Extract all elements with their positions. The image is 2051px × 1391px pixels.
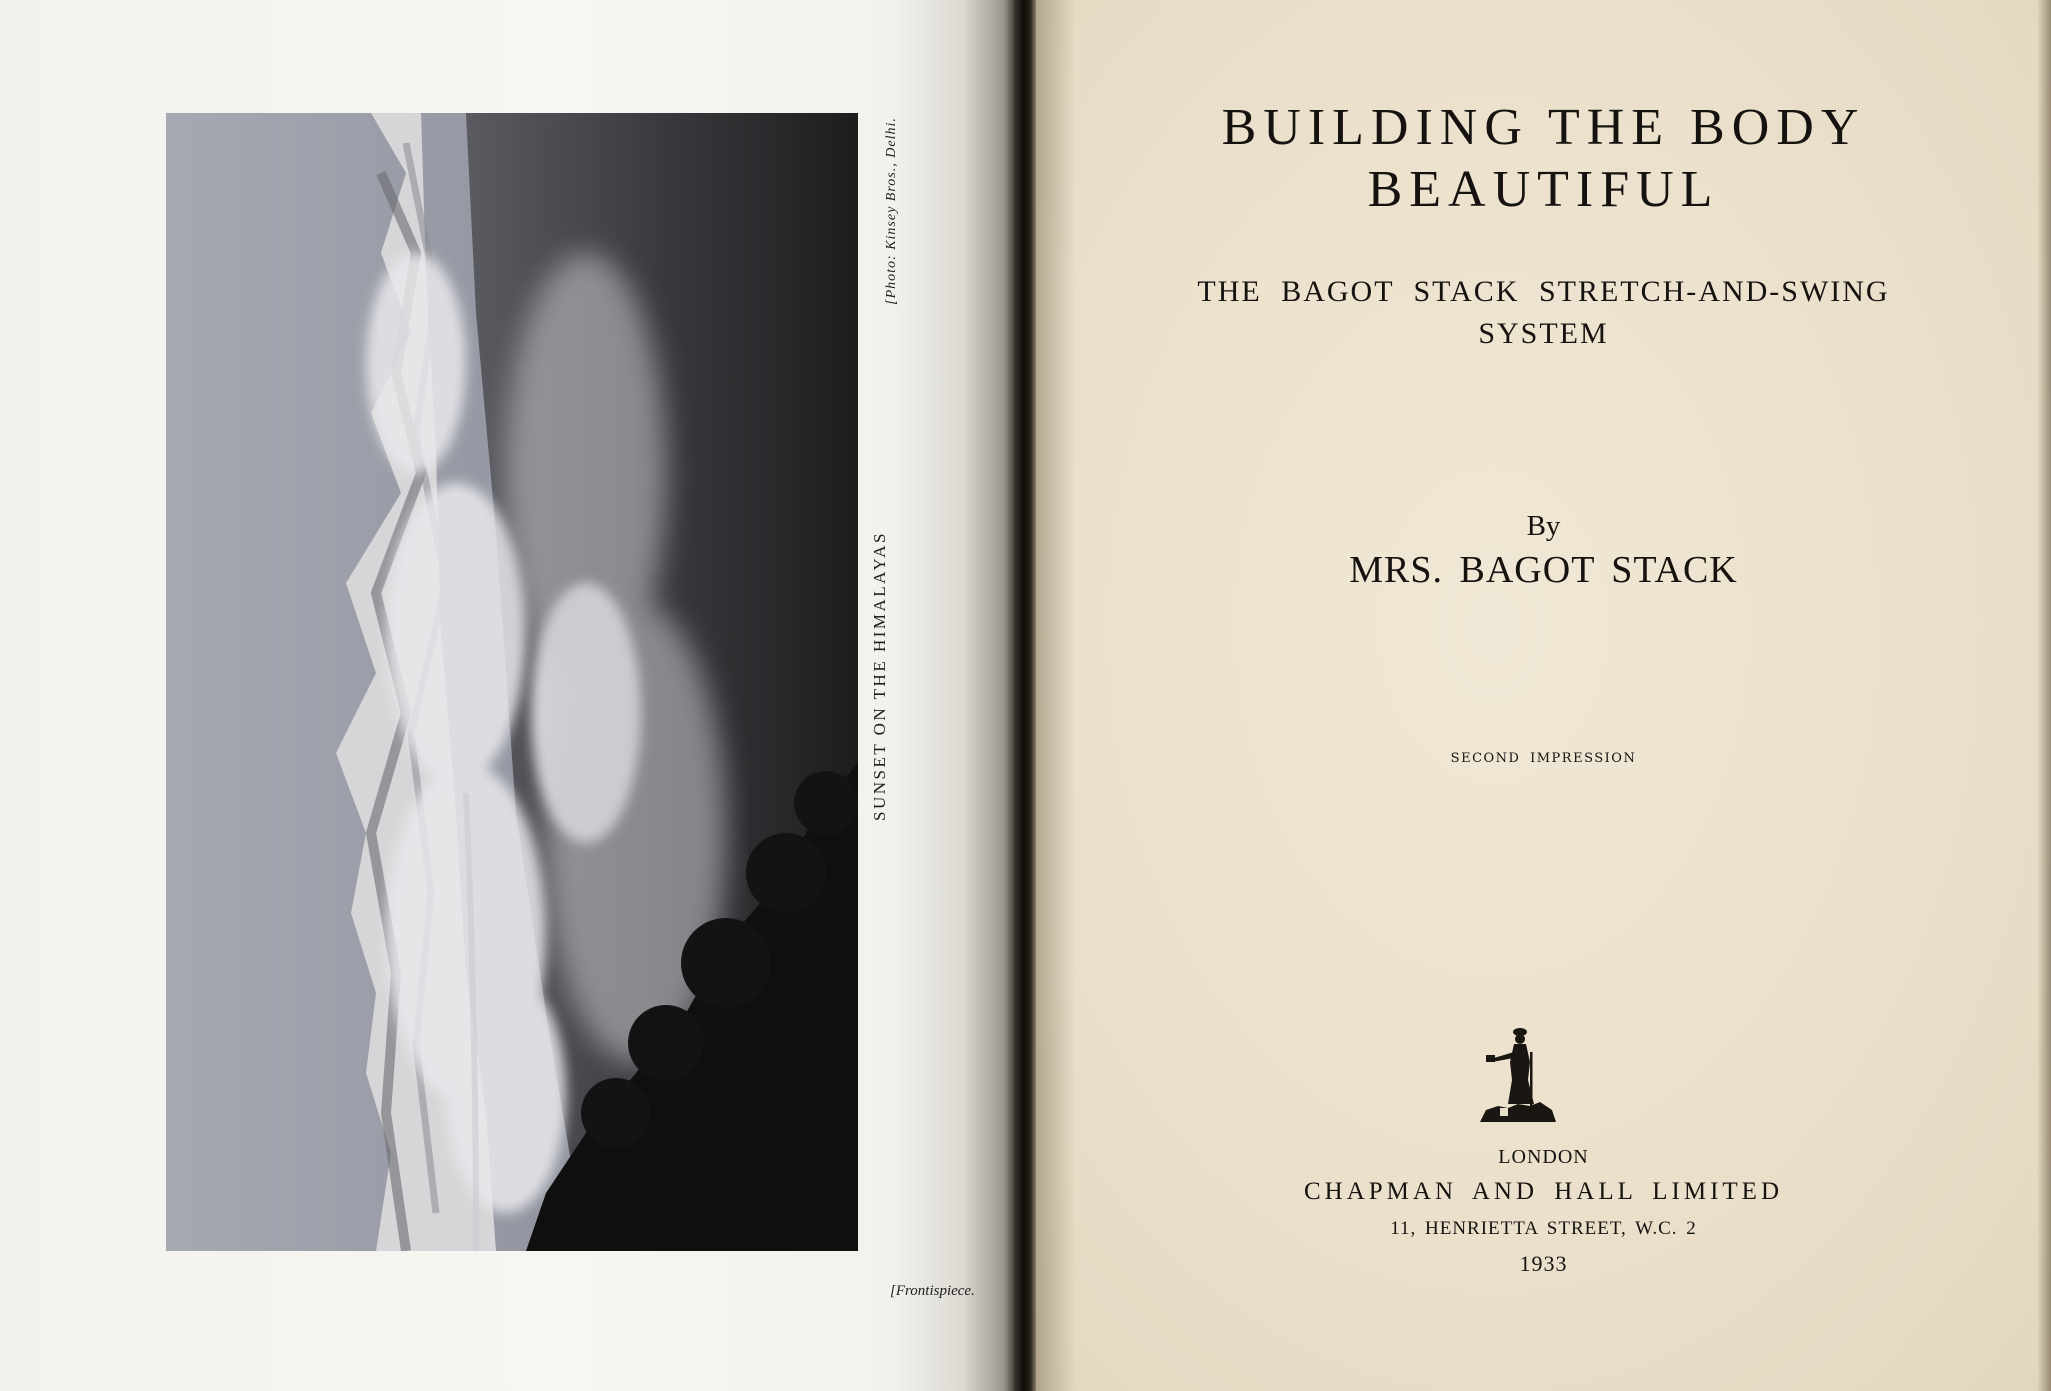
photo-credit: [Photo: Kinsey Bros., Delhi. [884,117,899,305]
sunset-mountain-image [166,113,858,1251]
byline-by: By [1526,510,1561,542]
book-title-line-1: BUILDING THE BODY [1221,99,1866,156]
subtitle-line-1: THE BAGOT STACK STRETCH-AND-SWING [1197,275,1890,308]
book-title-line-2: BEAUTIFUL [1367,161,1720,218]
frontispiece-page [0,0,1014,1391]
photo-caption: SUNSET ON THE HIMALAYAS [870,530,889,822]
publisher-device-icon [1478,1022,1558,1136]
publisher-city: LONDON [1498,1146,1589,1168]
title-page [1036,0,2051,1391]
impression-note: SECOND IMPRESSION [1450,751,1637,766]
subtitle-line-2: SYSTEM [1478,317,1609,350]
publication-year: 1933 [1519,1251,1568,1276]
book-spine-gutter [1014,0,1036,1391]
himalayas-photograph [166,113,858,1251]
publisher-name: CHAPMAN AND HALL LIMITED [1303,1178,1784,1205]
publisher-address: 11, HENRIETTA STREET, W.C. 2 [1390,1218,1697,1239]
frontispiece-label: [Frontispiece. [890,1283,975,1299]
author-name: MRS. BAGOT STACK [1349,549,1738,591]
